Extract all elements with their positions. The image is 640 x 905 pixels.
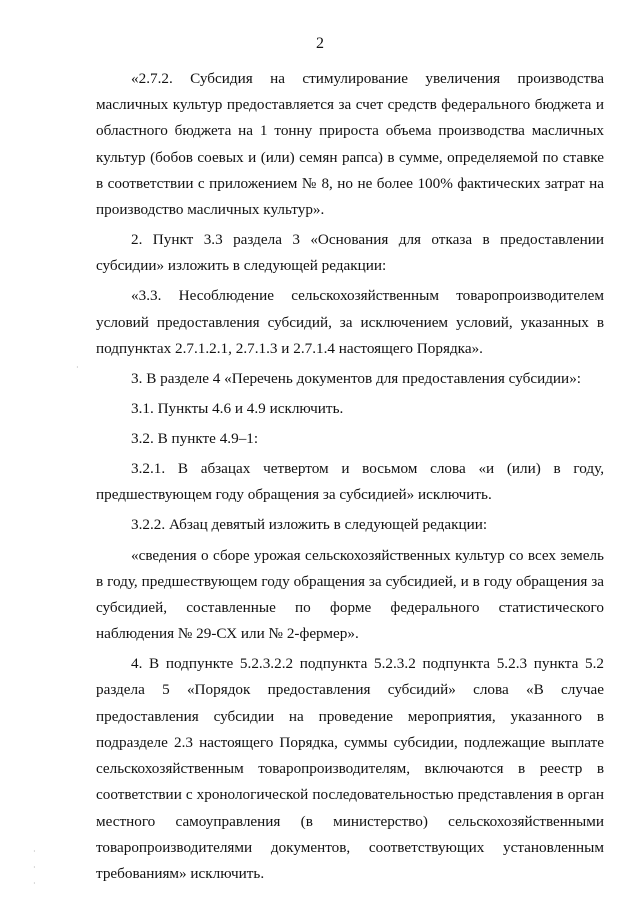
document-body — [96, 66, 604, 891]
paragraph-3-3: «3.3. Несоблюдение сельскохозяйственным товаропроизводителем условий предоставления субсидий, за исключением условий, указанных в подпунктах 2.7.1.2.1, 2.7.1.3 и 2.7.1.4 настоящего Порядка». — [96, 287, 604, 357]
paragraph-3-2: 3.2. В пункте 4.9–1: — [131, 430, 259, 448]
scan-speck: · — [33, 879, 36, 888]
scan-speck: · — [33, 847, 36, 856]
scan-speck: · — [76, 363, 79, 372]
paragraph-2-7-2: «2.7.2. Субсидия на стимулирование увеличения производства масличных культур предоставляется за счет средств федерального бюджета и областного бюджета на 1 тонну прироста объема производства масличных культур (бобов соевых и (или) семян рапса) в сумме, определяемой по ставке в соответствии с приложением № 8, но не более 100% фактических затрат на производство масличных культур». — [96, 70, 604, 219]
page-number: 2 — [316, 35, 324, 52]
paragraph-item-2: 2. Пункт 3.3 раздела 3 «Основания для отказа в предоставлении субсидии» изложить в следующей редакции: — [96, 231, 604, 275]
paragraph-3-2-1: 3.2.1. В абзацах четвертом и восьмом слова «и (или) в году, предшествующем году обращения за субсидией» исключить. — [96, 460, 604, 504]
paragraph-item-4: 4. В подпункте 5.2.3.2.2 подпункта 5.2.3.2 подпункта 5.2.3 пункта 5.2 раздела 5 «Порядок предоставления субсидий» слова «В случае предоставления субсидии на проведение мероприятия, указанного в подразделе 2.3 настоящего Порядка, суммы субсидии, подлежащие выплате сельскохозяйственным товаропроизводителям, включаются в реестр в соответствии с хронологической последовательностью представления в орган местного самоуправления (в министерство) сельскохозяйственными товаропроизводителями документов, соответствующих установленным требованиям» исключить. — [96, 655, 604, 882]
paragraph-harvest-info: «сведения о сборе урожая сельскохозяйственных культур со всех земель в году, предшествующем году обращения за субсидией, и в году обращения за субсидией, составленные по форме федерального статистического наблюдения № 29-СХ или № 2-фермер». — [96, 546, 604, 643]
scan-speck: · — [33, 863, 36, 872]
paragraph-3-1: 3.1. Пункты 4.6 и 4.9 исключить. — [131, 400, 344, 417]
paragraph-item-3: 3. В разделе 4 «Перечень документов для предоставления субсидии»: — [131, 369, 582, 387]
paragraph-3-2-2: 3.2.2. Абзац девятый изложить в следующей редакции: — [131, 516, 488, 534]
